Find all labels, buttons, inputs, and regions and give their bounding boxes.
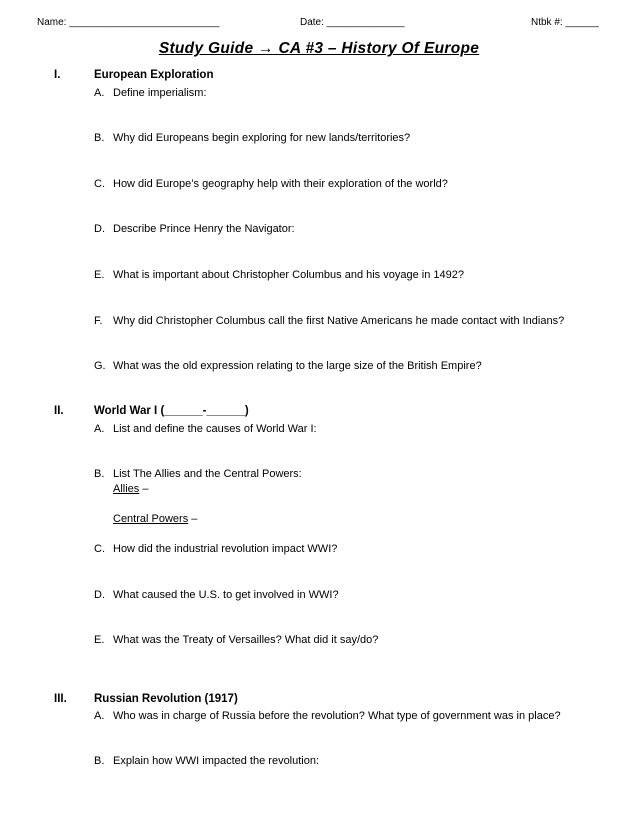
section-1-numeral: I. bbox=[54, 69, 61, 81]
title-part1: Study Guide bbox=[158, 40, 254, 57]
section-3-numeral: III. bbox=[54, 693, 67, 705]
section-2-numeral: II. bbox=[54, 405, 64, 417]
question-letter: D. bbox=[94, 223, 105, 235]
central-powers-heading: Central Powers bbox=[113, 513, 189, 525]
question-letter: C. bbox=[94, 178, 105, 190]
arrow-icon: → bbox=[258, 40, 274, 57]
question-letter: G. bbox=[94, 360, 106, 372]
question-text: Who was in charge of Russia before the revolution? What type of government was in place? bbox=[113, 710, 561, 722]
question-letter: A. bbox=[94, 423, 105, 435]
question-letter: A. bbox=[94, 87, 105, 99]
question-1f bbox=[94, 315, 564, 327]
question-2a bbox=[94, 423, 317, 435]
question-letter: B. bbox=[94, 132, 105, 144]
date-field: Date: ______________ bbox=[300, 17, 405, 28]
allies-heading: Allies bbox=[113, 483, 140, 495]
question-letter: E. bbox=[94, 634, 105, 646]
allies-dash: – bbox=[139, 483, 149, 495]
question-letter: B. bbox=[94, 755, 105, 767]
question-1d bbox=[94, 223, 295, 235]
question-text: How did Europe’s geography help with their exploration of the world? bbox=[113, 178, 448, 190]
question-1a bbox=[94, 87, 207, 99]
question-text: What was the old expression relating to the large size of the British Empire? bbox=[113, 360, 482, 372]
question-letter: F. bbox=[94, 315, 103, 327]
central-powers-label bbox=[113, 513, 197, 525]
section-1-title: European Exploration bbox=[94, 69, 214, 81]
question-letter: B. bbox=[94, 468, 105, 480]
question-2d bbox=[94, 589, 339, 601]
page-title bbox=[0, 40, 638, 58]
question-text: Explain how WWI impacted the revolution: bbox=[113, 755, 320, 767]
question-text: What was the Treaty of Versailles? What did it say/do? bbox=[113, 634, 379, 646]
name-field: Name: ___________________________ bbox=[37, 17, 220, 28]
question-text: How did the industrial revolution impact WWI? bbox=[113, 543, 338, 555]
question-1b bbox=[94, 132, 410, 144]
question-letter: C. bbox=[94, 543, 105, 555]
question-1c bbox=[94, 178, 448, 190]
section-2-title: World War I (______-______) bbox=[94, 405, 249, 417]
central-powers-dash: – bbox=[188, 513, 198, 525]
question-1g bbox=[94, 360, 482, 372]
question-text: Why did Europeans begin exploring for new lands/territories? bbox=[113, 132, 411, 144]
question-1e bbox=[94, 269, 464, 281]
question-2b bbox=[94, 468, 302, 480]
question-text: List and define the causes of World War I: bbox=[113, 423, 317, 435]
question-3a bbox=[94, 710, 561, 722]
question-letter: E. bbox=[94, 269, 105, 281]
question-3b bbox=[94, 755, 319, 767]
question-2c bbox=[94, 543, 337, 555]
notebook-field: Ntbk #: ______ bbox=[531, 17, 599, 28]
question-letter: D. bbox=[94, 589, 105, 601]
title-part2: CA #3 – History Of Europe bbox=[278, 40, 480, 57]
question-text: Describe Prince Henry the Navigator: bbox=[113, 223, 295, 235]
question-text: What is important about Christopher Columbus and his voyage in 1492? bbox=[113, 269, 464, 281]
section-3-title: Russian Revolution (1917) bbox=[94, 693, 238, 705]
question-text: Why did Christopher Columbus call the first Native Americans he made contact with Indians? bbox=[113, 315, 565, 327]
question-text: What caused the U.S. to get involved in WWI? bbox=[113, 589, 339, 601]
question-letter: A. bbox=[94, 710, 105, 722]
allies-label bbox=[113, 483, 148, 495]
question-text: List The Allies and the Central Powers: bbox=[113, 468, 302, 480]
question-text: Define imperialism: bbox=[113, 87, 207, 99]
question-2e bbox=[94, 634, 378, 646]
